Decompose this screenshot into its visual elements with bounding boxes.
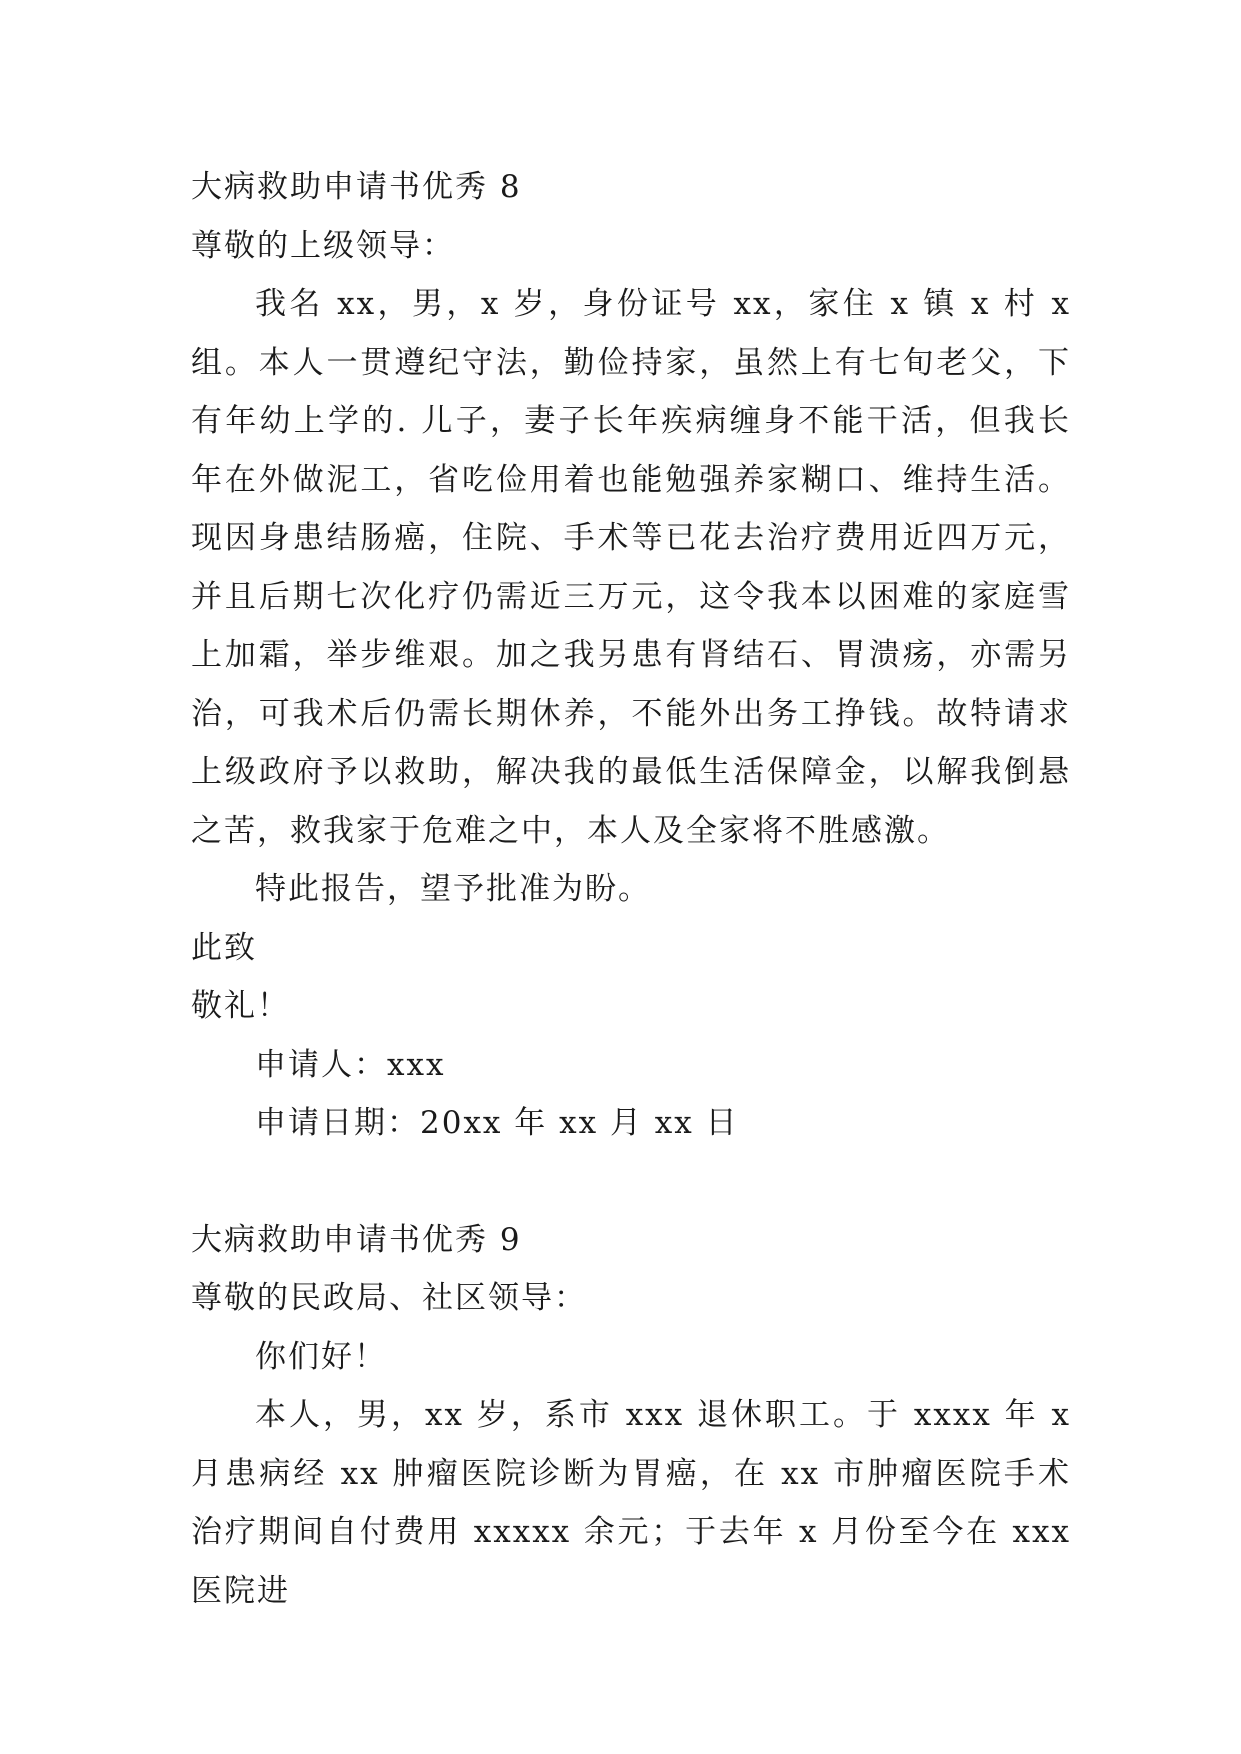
- section-gap: [191, 1153, 1071, 1211]
- closing-line-1: 此致: [191, 929, 257, 966]
- date-line: 申请日期：20xx 年 xx 月 xx 日: [255, 1105, 739, 1141]
- section-title-8: 大病救助申请书优秀 8: [191, 169, 522, 205]
- body-paragraph-9: 本人，男，xx 岁，系市 xxx 退休职工。于 xxxx 年 x 月患病经 xx 肿瘤医院诊断为胃癌，在 xx 市肿瘤医院手术治疗期间自付费用 xxxxx 余元；于去年 x 月份至今在 xxx 医院进: [191, 1397, 1071, 1609]
- greeting-9: 你们好！: [255, 1338, 387, 1375]
- section-title-9: 大病救助申请书优秀 9: [191, 1221, 522, 1258]
- closing-request-8: 特此报告，望予批准为盼。: [255, 871, 651, 907]
- applicant-line: 申请人：xxx: [255, 1046, 446, 1083]
- document-page: [191, 158, 1071, 1620]
- closing-line-2: 敬礼！: [191, 988, 290, 1024]
- salutation-9: 尊敬的民政局、社区领导：: [191, 1280, 587, 1316]
- salutation-8: 尊敬的上级领导：: [191, 227, 455, 264]
- body-paragraph-8: 我名 xx，男，x 岁，身份证号 xx，家住 x 镇 x 村 x 组。本人一贯遵纪守法，勤俭持家，虽然上有七旬老父，下有年幼上学的. 儿子，妻子长年疾病缠身不能干活，但我长年在外做泥工，省吃俭用着也能勉强养家糊口、维持生活。现因身患结肠癌，住院、手术等已花去治疗费用近四万元，并且后期七次化疗仍需近三万元，这令我本以困难的家庭雪上加霜，举步维艰。加之我另患有肾结石、胃溃疡，亦需另治，可我术后仍需长期休养，不能外出务工挣钱。故特请求上级政府予以救助，解决我的最低生活保障金，以解我倒悬之苦，救我家于危难之中，本人及全家将不胜感激。: [191, 286, 1071, 849]
